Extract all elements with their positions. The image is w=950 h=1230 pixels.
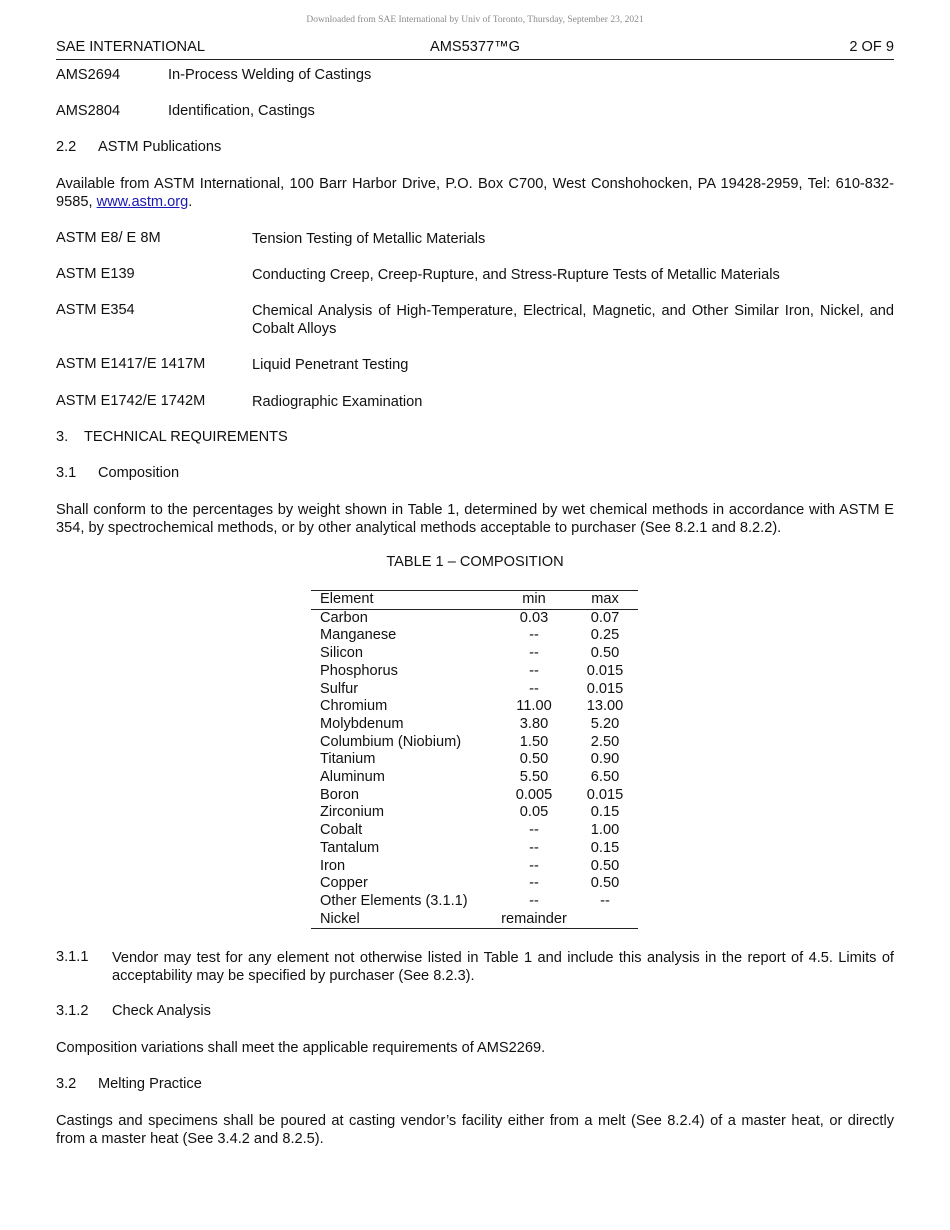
section-3-1-1-text: Vendor may test for any element not otherwise listed in Table 1 and include this analysis in the report of 4.5. Limits of acceptability may be specified by purchaser (See 8.2.3). bbox=[112, 950, 894, 984]
reference-title: Chemical Analysis of High-Temperature, Electrical, Magnetic, and Other Similar Iron, Nickel, and Cobalt Alloys bbox=[252, 303, 894, 337]
section-title: Check Analysis bbox=[112, 1003, 211, 1019]
cell-min: 0.50 bbox=[519, 751, 549, 768]
column-header-element: Element bbox=[311, 591, 496, 610]
cell-element: Zirconium bbox=[320, 804, 385, 821]
melting-practice-paragraph: Castings and specimens shall be poured at casting vendor’s facility either from a melt (See 8.2.4) of a master heat, or directly from a master heat (See 3.4.2 and 8.2.5). bbox=[56, 1113, 894, 1147]
cell-element: Carbon bbox=[320, 609, 368, 626]
cell-max: 0.90 bbox=[590, 751, 620, 768]
cell-max: 0.50 bbox=[590, 875, 620, 892]
cell-min: -- bbox=[529, 857, 539, 874]
reference-title: Conducting Creep, Creep-Rupture, and Stress-Rupture Tests of Metallic Materials bbox=[252, 267, 780, 283]
cell-min: -- bbox=[529, 822, 539, 839]
section-title: ASTM Publications bbox=[98, 139, 222, 155]
table-row bbox=[311, 609, 638, 627]
table-row bbox=[311, 734, 638, 752]
cell-min: 1.50 bbox=[519, 733, 549, 750]
table-body bbox=[311, 609, 638, 929]
section-title: Melting Practice bbox=[98, 1076, 202, 1092]
section-title: Composition bbox=[98, 465, 180, 481]
cell-min: 5.50 bbox=[519, 769, 549, 786]
cell-max: 2.50 bbox=[590, 733, 620, 750]
cell-min: -- bbox=[529, 875, 539, 892]
reference-code: AMS2804 bbox=[56, 103, 121, 119]
table-row bbox=[311, 716, 638, 734]
header-rule bbox=[56, 59, 894, 60]
astm-website-link[interactable]: www.astm.org bbox=[96, 194, 189, 210]
cell-min: remainder bbox=[496, 911, 572, 929]
reference-code: ASTM E139 bbox=[56, 266, 135, 282]
table-row bbox=[311, 698, 638, 716]
astm-availability-paragraph bbox=[56, 175, 894, 211]
column-header-min: min bbox=[496, 591, 572, 610]
cell-max: 0.07 bbox=[590, 609, 620, 626]
column-header-max: max bbox=[572, 591, 638, 610]
cell-max: 0.015 bbox=[586, 680, 624, 697]
table-row bbox=[311, 911, 638, 929]
cell-max: 0.015 bbox=[586, 662, 624, 679]
cell-element: Copper bbox=[320, 875, 368, 892]
cell-element: Iron bbox=[320, 857, 346, 874]
cell-min: 0.005 bbox=[515, 786, 553, 803]
cell-min: -- bbox=[529, 645, 539, 662]
cell-max: 13.00 bbox=[586, 698, 624, 715]
reference-title: Identification, Castings bbox=[168, 103, 315, 119]
cell-max: 0.50 bbox=[590, 645, 620, 662]
reference-item bbox=[0, 103, 950, 121]
table-title: TABLE 1 – COMPOSITION bbox=[386, 554, 564, 570]
cell-min: -- bbox=[529, 839, 539, 856]
section-number: 2.2 bbox=[56, 139, 77, 155]
cell-max: 0.015 bbox=[586, 786, 624, 803]
reference-code: ASTM E354 bbox=[56, 302, 135, 318]
header-organization: SAE INTERNATIONAL bbox=[56, 39, 205, 55]
cell-element: Other Elements (3.1.1) bbox=[320, 892, 468, 909]
cell-max: 0.50 bbox=[590, 857, 620, 874]
cell-element: Columbium (Niobium) bbox=[320, 733, 462, 750]
cell-max bbox=[572, 911, 638, 929]
reference-title: Liquid Penetrant Testing bbox=[252, 357, 409, 373]
cell-min: 0.03 bbox=[519, 609, 549, 626]
cell-element: Boron bbox=[320, 786, 359, 803]
download-watermark: Downloaded from SAE International by Univ of Toronto, Thursday, September 23, 2021 bbox=[306, 15, 644, 25]
cell-min: -- bbox=[529, 680, 539, 697]
table-row bbox=[311, 645, 638, 663]
reference-title: Tension Testing of Metallic Materials bbox=[252, 231, 486, 247]
cell-element: Silicon bbox=[320, 645, 363, 662]
table-row bbox=[311, 875, 638, 893]
reference-item bbox=[0, 67, 950, 85]
section-number-3-1-1: 3.1.1 bbox=[56, 949, 89, 965]
reference-title: In-Process Welding of Castings bbox=[168, 67, 372, 83]
table-row bbox=[311, 804, 638, 822]
cell-max: 1.00 bbox=[590, 822, 620, 839]
table-row bbox=[311, 858, 638, 876]
cell-max: 5.20 bbox=[590, 715, 620, 732]
reference-title: Radiographic Examination bbox=[252, 394, 423, 410]
table-row bbox=[311, 769, 638, 787]
table-row bbox=[311, 681, 638, 699]
table-row bbox=[311, 627, 638, 645]
cell-max: -- bbox=[600, 892, 610, 909]
header-page-number: 2 OF 9 bbox=[849, 39, 894, 55]
section-number: 3.1 bbox=[56, 465, 77, 481]
reference-code: ASTM E1742/E 1742M bbox=[56, 393, 206, 409]
cell-min: 11.00 bbox=[516, 698, 552, 715]
table-row bbox=[311, 893, 638, 911]
cell-element: Manganese bbox=[320, 627, 397, 644]
section-number: 3. bbox=[56, 429, 69, 445]
reference-code: ASTM E8/ E 8M bbox=[56, 230, 161, 246]
table-row bbox=[311, 663, 638, 681]
cell-element: Tantalum bbox=[320, 839, 380, 856]
section-number: 3.2 bbox=[56, 1076, 77, 1092]
reference-code: ASTM E1417/E 1417M bbox=[56, 356, 206, 372]
cell-max: 6.50 bbox=[590, 769, 620, 786]
availability-text: Available from ASTM International, 100 Barr Harbor Drive, P.O. Box C700, West Conshohocken, PA 19428-2959, Tel: 610-832-9585, bbox=[56, 176, 894, 210]
composition-table bbox=[311, 590, 638, 929]
cell-element: Chromium bbox=[320, 698, 388, 715]
cell-element: Nickel bbox=[311, 911, 496, 929]
cell-element: Cobalt bbox=[320, 822, 363, 839]
cell-element: Sulfur bbox=[320, 680, 359, 697]
table-row bbox=[311, 751, 638, 769]
cell-min: -- bbox=[529, 627, 539, 644]
cell-element: Titanium bbox=[320, 751, 376, 768]
table-row bbox=[311, 822, 638, 840]
cell-min: -- bbox=[529, 662, 539, 679]
cell-min: 3.80 bbox=[519, 715, 549, 732]
header-document-number: AMS5377™G bbox=[429, 39, 521, 55]
cell-max: 0.15 bbox=[590, 804, 620, 821]
cell-element: Phosphorus bbox=[320, 662, 398, 679]
reference-code: AMS2694 bbox=[56, 67, 121, 83]
cell-min: 0.05 bbox=[519, 804, 549, 821]
table-row bbox=[311, 787, 638, 805]
cell-max: 0.25 bbox=[590, 627, 620, 644]
table-header-row bbox=[311, 591, 638, 610]
section-title: TECHNICAL REQUIREMENTS bbox=[84, 429, 288, 445]
section-number: 3.1.2 bbox=[56, 1003, 89, 1019]
cell-element: Molybdenum bbox=[320, 715, 404, 732]
composition-paragraph: Shall conform to the percentages by weight shown in Table 1, determined by wet chemical methods in accordance with ASTM E 354, by spectrochemical methods, or by other analytical methods acceptable to purchaser (See 8.2.1 and 8.2.2). bbox=[56, 502, 894, 536]
table-row bbox=[311, 840, 638, 858]
cell-max: 0.15 bbox=[590, 839, 620, 856]
availability-end: . bbox=[188, 194, 193, 210]
cell-min: -- bbox=[529, 892, 539, 909]
check-analysis-paragraph: Composition variations shall meet the applicable requirements of AMS2269. bbox=[56, 1040, 546, 1056]
cell-element: Aluminum bbox=[320, 769, 385, 786]
